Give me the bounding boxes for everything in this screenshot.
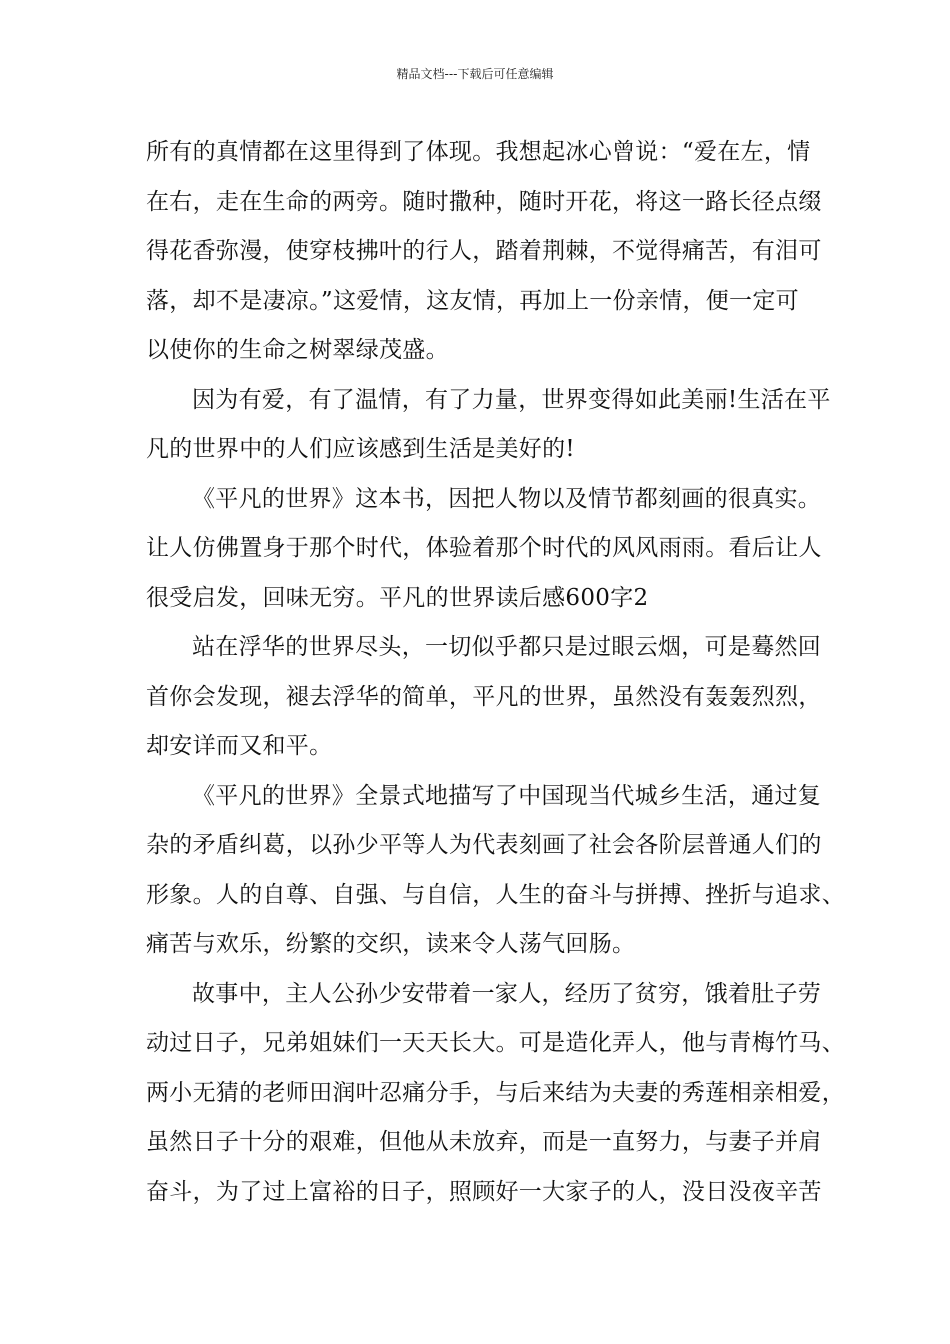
text-line: 很受启发，回味无穷。平凡的世界读后感600字2	[146, 584, 649, 611]
text-line: 得花香弥漫，使穿枝拂叶的行人，踏着荆棘，不觉得痛苦，有泪可	[146, 238, 822, 264]
paragraph-start-line: 因为有爱，有了温情，有了力量，世界变得如此美丽!生活在平	[192, 386, 831, 413]
paragraph-start-line: 站在浮华的世界尽头，一切似乎都只是过眼云烟，可是蓦然回	[192, 634, 822, 660]
paragraph-start-line: 《平凡的世界》全景式地描写了中国现当代城乡生活，通过复	[192, 782, 822, 809]
paragraph-start-line: 《平凡的世界》这本书，因把人物以及情节都刻画的很真实。	[192, 485, 822, 512]
paragraph-start-line: 故事中，主人公孙少安带着一家人，经历了贫穷，饿着肚子劳	[192, 980, 822, 1007]
text-line: 却安详而又和平。	[146, 733, 333, 759]
text-line: 首你会发现，褪去浮华的简单，平凡的世界，虽然没有轰轰烈烈，	[146, 683, 822, 710]
text-line: 所有的真情都在这里得到了体现。我想起冰心曾说：“爱在左，情	[146, 139, 811, 165]
text-line: 奋斗，为了过上富裕的日子，照顾好一大家子的人，没日没夜辛苦	[146, 1178, 822, 1205]
text-line: 让人仿佛置身于那个时代，体验着那个时代的风风雨雨。看后让人	[146, 535, 822, 561]
text-line: 杂的矛盾纠葛，以孙少平等人为代表刻画了社会各阶层普通人们的	[146, 832, 822, 858]
page-header: 精品文档---下载后可任意编辑	[396, 67, 554, 81]
text-line: 在右，走在生命的两旁。随时撒种，随时开花，将这一路长径点缀	[146, 188, 822, 215]
text-line: 凡的世界中的人们应该感到生活是美好的!	[146, 436, 575, 462]
text-line: 动过日子，兄弟姐妹们一天天长大。可是造化弄人，他与青梅竹马、	[146, 1030, 845, 1056]
text-line: 两小无猜的老师田润叶忍痛分手，与后来结为夫妻的秀莲相亲相爱，	[146, 1079, 845, 1106]
text-line: 虽然日子十分的艰难，但他从未放弃，而是一直努力，与妻子并肩	[146, 1129, 822, 1155]
text-line: 痛苦与欢乐，纷繁的交织，读来令人荡气回肠。	[146, 931, 636, 957]
document-body	[146, 128, 845, 1217]
text-line: 形象。人的自尊、自强、与自信，人生的奋斗与拼搏、挫折与追求、	[146, 881, 845, 908]
text-line: 落，却不是凄凉。”这爱情，这友情，再加上一份亲情，便一定可	[146, 287, 799, 314]
text-line: 以使你的生命之树翠绿茂盛。	[146, 337, 449, 363]
